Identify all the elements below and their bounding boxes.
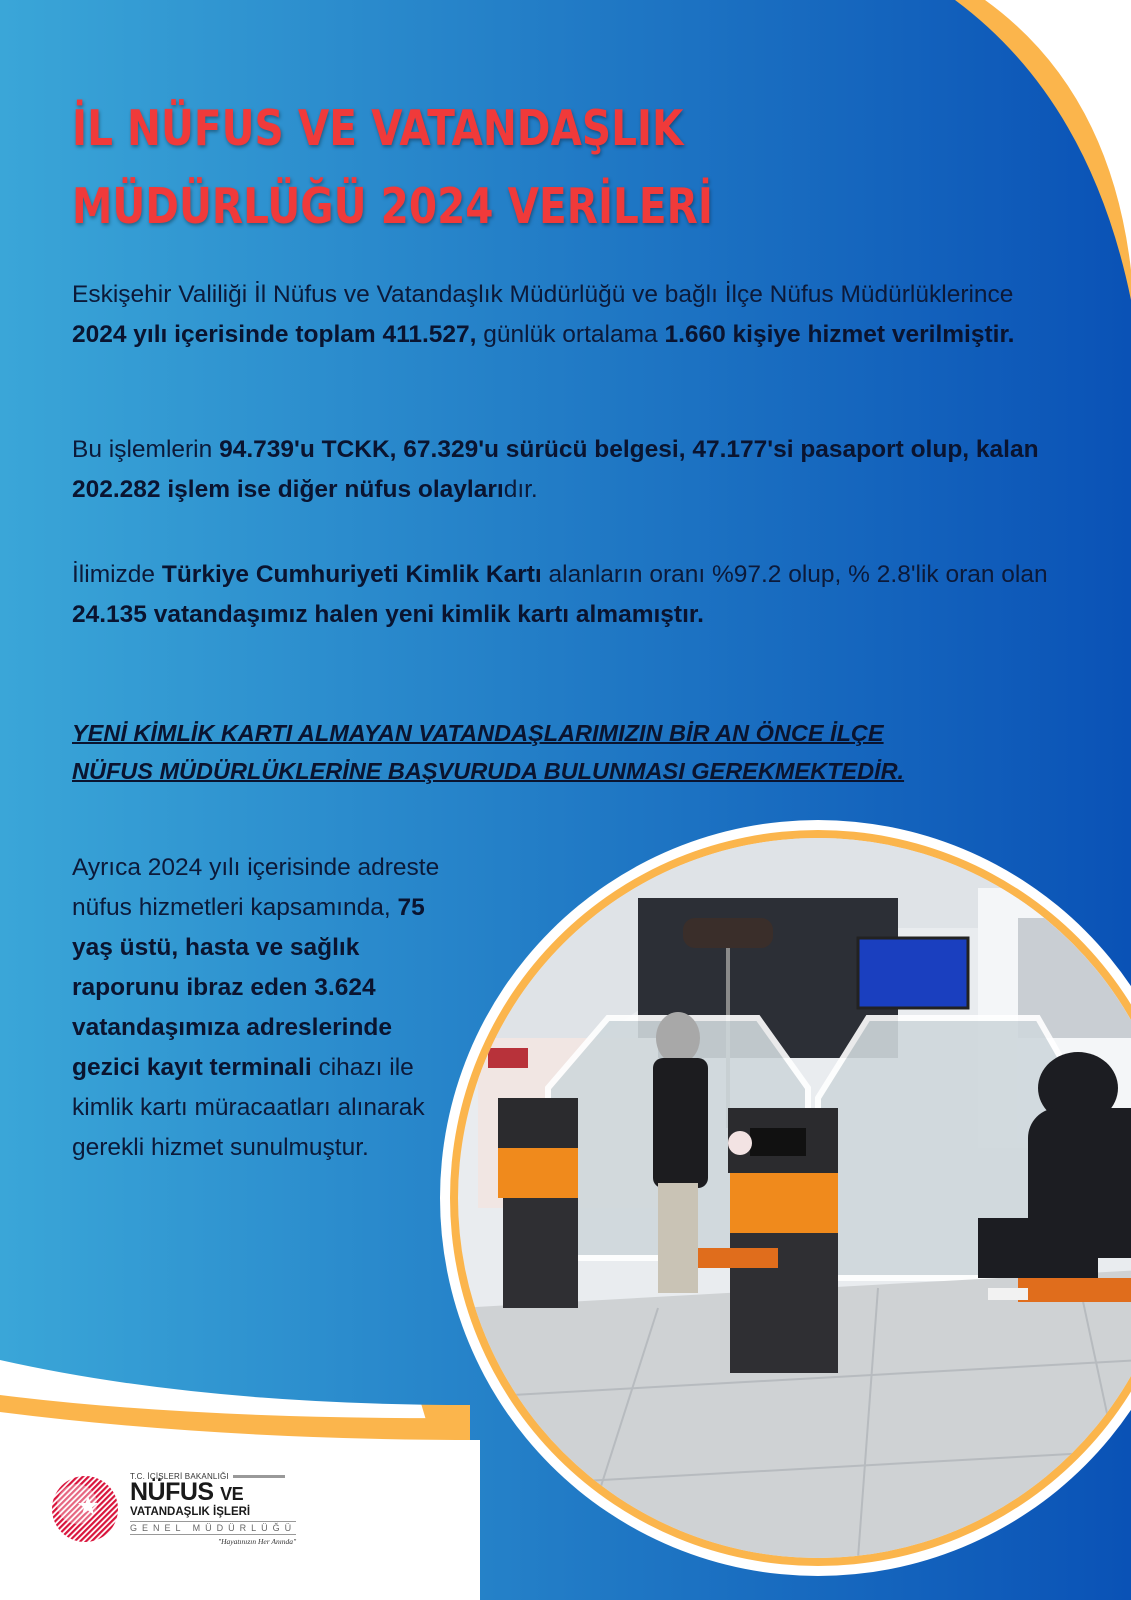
breakdown-paragraph — [72, 430, 1072, 510]
warning-line-1: YENİ KİMLİK KARTI ALMAYAN VATANDAŞLARIMIZIN BİR AN ÖNCE İLÇE — [72, 720, 884, 746]
bold-daily: 1.660 kişiye hizmet verilmiştir. — [664, 321, 1015, 348]
text: Ayrıca 2024 yılı içerisinde adreste nüfus hizmetleri kapsamında, — [72, 854, 440, 921]
logo-sub: VATANDAŞLIK İŞLERİ — [130, 1506, 251, 1518]
text: Bu işlemlerin — [72, 436, 220, 463]
text: İlimizde — [72, 561, 162, 588]
logo-main — [130, 1478, 296, 1506]
bold-mobile: 75 yaş üstü, hasta ve sağlık raporunu ibraz eden 3.624 vatandaşımıza adreslerinde gezici kayıt terminali — [72, 894, 425, 1081]
warning-line-2: NÜFUS MÜDÜRLÜKLERİNE BAŞVURUDA BULUNMASI GEREKMEKTEDİR. — [72, 758, 905, 784]
crescent-star-emblem-icon — [50, 1474, 120, 1544]
title-line-1: İL NÜFUS VE VATANDAŞLIK — [72, 100, 684, 157]
ministry-logo — [50, 1472, 296, 1546]
logo-divider — [233, 1475, 285, 1478]
summary-paragraph — [72, 275, 1072, 355]
bold-remaining: 24.135 vatandaşımız halen yeni kimlik kartı almamıştır. — [72, 601, 704, 628]
logo-ministry-text: T.C. İÇİŞLERİ BAKANLIĞI — [130, 1472, 229, 1481]
logo-main-text: NÜFUS — [130, 1478, 214, 1506]
logo-ve-text: VE — [220, 1484, 244, 1504]
text: dır. — [503, 476, 538, 503]
logo-directorate: GENEL MÜDÜRLÜĞÜ — [130, 1523, 297, 1533]
id-card-paragraph — [72, 555, 1072, 635]
logo-motto: "Hayatınızın Her Anında" — [217, 1537, 297, 1546]
text: Eskişehir Valiliği İl Nüfus ve Vatandaşlık Müdürlüğü ve bağlı İlçe Nüfus Müdürlüklerince — [72, 281, 1014, 308]
page-title — [72, 90, 972, 246]
title-line-2: MÜDÜRLÜĞÜ 2024 VERİLERİ — [72, 178, 713, 235]
mobile-service-paragraph — [72, 848, 442, 1168]
bold-total: 2024 yılı içerisinde toplam 411.527, — [72, 321, 477, 348]
warning-notice — [72, 714, 1072, 790]
text: cihazı ile kimlik kartı müracaatları alınarak gerekli hizmet sunulmuştur. — [72, 1054, 425, 1161]
text: günlük ortalama — [476, 321, 665, 348]
bold-card-name: Türkiye Cumhuriyeti Kimlik Kartı — [161, 561, 542, 588]
text: alanların oranı %97.2 olup, % 2.8'lik oran olan — [541, 561, 1048, 588]
bold-breakdown: 94.739'u TCKK, 67.329'u sürücü belgesi, 47.177'si pasaport olup, kalan 202.282 işlem ise diğer nüfus olayları — [72, 436, 1039, 503]
